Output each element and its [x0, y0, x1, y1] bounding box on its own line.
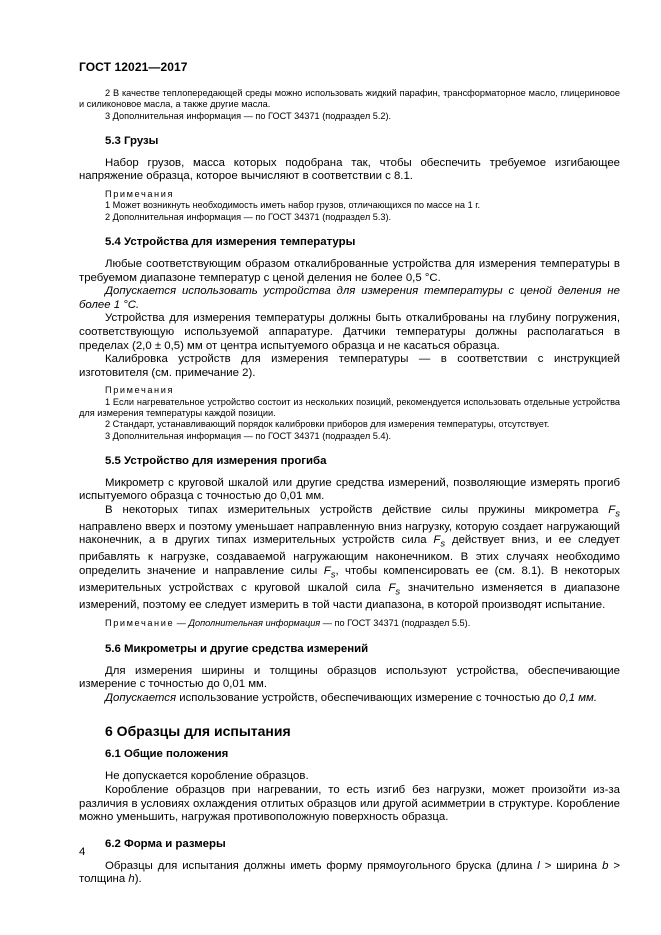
force-symbol: $F_s$ — [433, 534, 446, 550]
force-symbol: $F_s$ — [388, 581, 401, 598]
section-5-5-note: Примечание — Дополнительная информация — по ГОСТ 34371 (подраздел 5.5). — [105, 618, 471, 629]
force-symbol: $F_s$ — [608, 503, 620, 520]
section-6-1-title: 6.1 Общие положения — [105, 748, 229, 761]
section-5-5-paragraph: Микрометр с круговой шкалой или другие средства измерений, позволяющие измерять прогиб испытуемого образца с точностью до 0,01 мм. — [79, 476, 620, 503]
section-5-3-paragraph: Набор грузов, масса которых подобрана так, чтобы обеспечить требуемое изгибающее напряжение образца, которое вычисляют в соответствии с 8.1. — [79, 156, 620, 183]
section-5-6-title: 5.6 Микрометры и другие средства измерений — [105, 642, 369, 655]
section-6-2-title: 6.2 Форма и размеры — [105, 837, 226, 850]
section-6-1-paragraph: Коробление образцов при нагревании, то есть изгиб без нагрузки, может произойти из-за различия в условиях охлаждения отлитых образцов или другой асимметрии в структуре. Коробление можно уменьшить, нагружая противоположную поверхность образца. — [79, 783, 620, 824]
section-6-1-paragraph: Не допускается коробление образцов. — [105, 770, 309, 783]
notes-label: Примечания — [105, 189, 175, 200]
standard-code-header: ГОСТ 12021—2017 — [79, 60, 188, 74]
page-number: 4 — [79, 846, 86, 858]
note-item: 1 Может возникнуть необходимость иметь набор грузов, отличающихся по массе на 1 г. — [105, 200, 481, 211]
section-5-4-allowed: Допускается использовать устройства для измерения температуры с ценой деления не более 1 °С. — [79, 285, 620, 311]
section-6-title: 6 Образцы для испытания — [105, 723, 291, 740]
page-content — [79, 88, 620, 887]
notes-label: Примечания — [105, 385, 175, 396]
section-5-6-paragraph: Для измерения ширины и толщины образцов используют устройства, обеспечивающие измерение с точностью до 0,01 мм. — [79, 664, 620, 691]
section-5-4-paragraph: Любые соответствующим образом откалиброванные устройства для измерения температуры в требуемом диапазоне температур с ценой деления не более 0,5 °С. — [79, 257, 620, 284]
section-5-4-title: 5.4 Устройства для измерения температуры — [105, 235, 356, 248]
section-5-5-force-paragraph: В некоторых типах измерительных устройств действие силы пружины микрометра $F_s$ направлено вверх и поэтому уменьшает направленную вниз нагрузку, которую создает нагружающий наконечник, а в других типах измерительных устройств сила $F_s$ действует вниз, и ее следует прибавлять к нагрузке, создаваемой нагружающим наконечником. В этих случаях необходимо определить значение и направление силы $F_s$, чтобы компенсировать ее (см. 8.1). В некоторых измерительных устройствах с круговой шкалой сила $F_s$ значительно изменяется в диапазоне измерений, поэтому ее следует измерить в той части диапазона, в которой производят испытание. — [79, 503, 621, 611]
note-item: 1 Если нагревательное устройство состоит из нескольких позиций, рекомендуется использовать отдельные устройства для измерения температуры каждой позиции. — [79, 396, 620, 418]
note-3-info: 3 Дополнительная информация — по ГОСТ 34371 (подраздел 5.2). — [105, 110, 392, 121]
section-5-4-paragraph: Калибровка устройств для измерения температуры — в соответствии с инструкцией изготовителя (см. примечание 2). — [79, 353, 620, 379]
section-5-5-title: 5.5 Устройство для измерения прогиба — [105, 454, 327, 467]
note-item: 3 Дополнительная информация — по ГОСТ 34371 (подраздел 5.4). — [105, 430, 392, 441]
section-5-4-paragraph: Устройства для измерения температуры должны быть откалиброваны на глубину погружения, соответствующую используемой аппаратуре. Датчики температуры должны располагаться в пределах (2,0 ± 0,5) мм от центра испытуемого образца и не касаться образца. — [79, 312, 620, 352]
note-item: 2 Стандарт, устанавливающий порядок калибровки приборов для измерения температуры, отсутствует. — [105, 419, 550, 430]
force-symbol: $F_s$ — [323, 564, 336, 581]
note-item: 2 Дополнительная информация — по ГОСТ 34371 (подраздел 5.3). — [105, 211, 392, 222]
section-5-3-title: 5.3 Грузы — [105, 134, 159, 147]
note-2-heat-medium: 2 В качестве теплопередающей среды можно использовать жидкий парафин, трансформаторное масло, глицериновое и силиконовое масла, а также другие масла. — [79, 88, 620, 110]
section-5-6-allowed: Допускается использование устройств, обеспечивающих измерение с точностью до 0,1 мм. — [105, 691, 598, 704]
section-6-2-paragraph: Образцы для испытания должны иметь форму прямоугольного бруска (длина l > ширина b > толщина h). — [79, 859, 620, 886]
